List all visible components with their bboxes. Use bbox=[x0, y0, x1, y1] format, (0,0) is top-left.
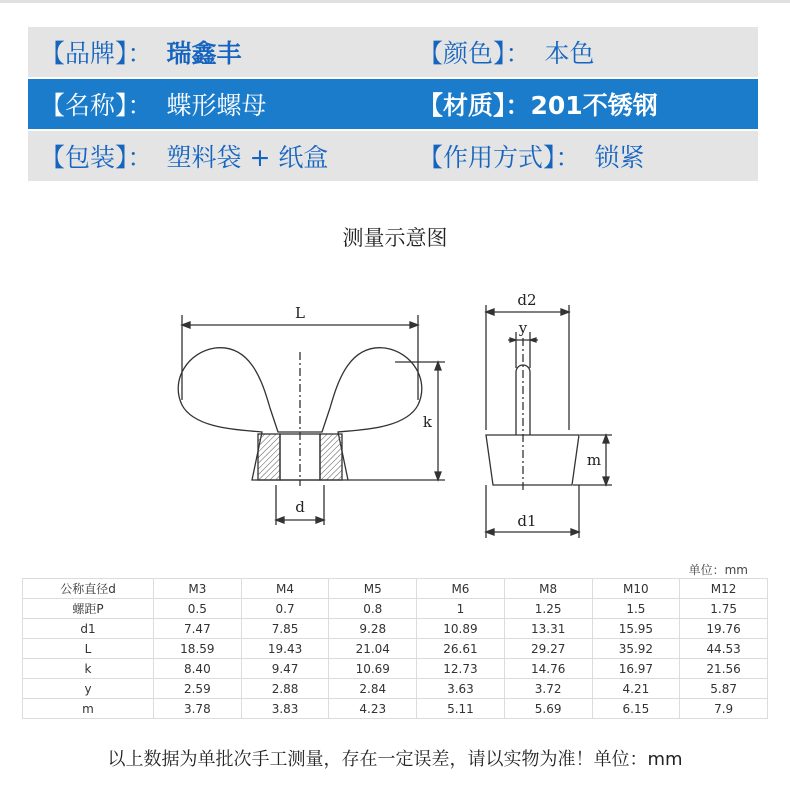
table-cell: 9.28 bbox=[329, 619, 417, 639]
table-cell: 6.15 bbox=[592, 699, 680, 719]
wing-nut-measurement-drawing bbox=[0, 280, 790, 550]
table-cell: M5 bbox=[329, 579, 417, 599]
table-cell: M12 bbox=[680, 579, 768, 599]
info-row-package-usage bbox=[28, 131, 758, 181]
table-cell: M4 bbox=[241, 579, 329, 599]
table-unit: 单位：mm bbox=[688, 563, 748, 577]
table-cell: 0.7 bbox=[241, 599, 329, 619]
table-cell: 7.9 bbox=[680, 699, 768, 719]
dim-label-d2: d2 bbox=[517, 291, 537, 309]
row-header: y bbox=[23, 679, 154, 699]
table-cell: 19.43 bbox=[241, 639, 329, 659]
dim-label-k: k bbox=[422, 413, 432, 431]
info-row-brand-color bbox=[28, 27, 758, 77]
spec-table bbox=[22, 578, 768, 719]
table-cell: 15.95 bbox=[592, 619, 680, 639]
table-cell: 35.92 bbox=[592, 639, 680, 659]
row-header: d1 bbox=[23, 619, 154, 639]
table-cell: 44.53 bbox=[680, 639, 768, 659]
table-row bbox=[23, 599, 768, 619]
table-cell: 1.5 bbox=[592, 599, 680, 619]
dim-label-d1: d1 bbox=[517, 512, 537, 530]
table-cell: 16.97 bbox=[592, 659, 680, 679]
table-cell: 3.78 bbox=[154, 699, 242, 719]
table-cell: M3 bbox=[154, 579, 242, 599]
color-field: 【颜色】： 本色 bbox=[418, 39, 595, 68]
table-cell: 26.61 bbox=[417, 639, 505, 659]
wing-nut-bore bbox=[280, 434, 320, 480]
table-cell: 29.27 bbox=[504, 639, 592, 659]
table-cell: 3.83 bbox=[241, 699, 329, 719]
table-cell: M6 bbox=[417, 579, 505, 599]
dim-label-m: m bbox=[586, 451, 602, 469]
table-row bbox=[23, 619, 768, 639]
dim-label-d: d bbox=[295, 498, 305, 516]
table-cell: 7.85 bbox=[241, 619, 329, 639]
row-header: 公称直径d bbox=[23, 579, 154, 599]
brand-field: 【品牌】： 瑞鑫丰 bbox=[40, 39, 242, 68]
table-row bbox=[23, 639, 768, 659]
table-cell: 5.11 bbox=[417, 699, 505, 719]
row-header: k bbox=[23, 659, 154, 679]
table-cell: 8.40 bbox=[154, 659, 242, 679]
row-header: 螺距P bbox=[23, 599, 154, 619]
table-row bbox=[23, 579, 768, 599]
table-cell: 2.59 bbox=[154, 679, 242, 699]
row-header: m bbox=[23, 699, 154, 719]
material-field: 【材质】：201不锈钢 bbox=[418, 91, 658, 120]
table-cell: 3.72 bbox=[504, 679, 592, 699]
table-cell: 10.89 bbox=[417, 619, 505, 639]
table-row bbox=[23, 699, 768, 719]
table-cell: 5.69 bbox=[504, 699, 592, 719]
table-cell: 18.59 bbox=[154, 639, 242, 659]
table-cell: 1.75 bbox=[680, 599, 768, 619]
table-cell: 10.69 bbox=[329, 659, 417, 679]
table-cell: 4.23 bbox=[329, 699, 417, 719]
table-cell: 1.25 bbox=[504, 599, 592, 619]
table-cell: 0.8 bbox=[329, 599, 417, 619]
table-cell: 4.21 bbox=[592, 679, 680, 699]
table-cell: 3.63 bbox=[417, 679, 505, 699]
table-cell: 2.88 bbox=[241, 679, 329, 699]
table-row bbox=[23, 659, 768, 679]
row-header: L bbox=[23, 639, 154, 659]
table-cell: 21.56 bbox=[680, 659, 768, 679]
package-field: 【包装】： 塑料袋 + 纸盒 bbox=[40, 143, 329, 172]
dim-label-L: L bbox=[295, 304, 305, 322]
table-cell: 0.5 bbox=[154, 599, 242, 619]
wing-nut-side-outline bbox=[486, 435, 579, 485]
table-cell: 12.73 bbox=[417, 659, 505, 679]
top-divider bbox=[0, 0, 790, 3]
table-row bbox=[23, 679, 768, 699]
table-cell: 14.76 bbox=[504, 659, 592, 679]
footnote: 以上数据为单批次手工测量，存在一定误差，请以实物为准！单位：mm bbox=[107, 749, 683, 770]
table-cell: 1 bbox=[417, 599, 505, 619]
table-cell: 2.84 bbox=[329, 679, 417, 699]
table-cell: 9.47 bbox=[241, 659, 329, 679]
usage-field: 【作用方式】： 锁紧 bbox=[418, 143, 645, 172]
diagram-title: 测量示意图 bbox=[342, 226, 448, 250]
table-cell: 5.87 bbox=[680, 679, 768, 699]
dim-label-y: y bbox=[518, 319, 528, 337]
table-cell: M8 bbox=[504, 579, 592, 599]
info-row-name-material bbox=[28, 79, 758, 129]
table-cell: 13.31 bbox=[504, 619, 592, 639]
name-field: 【名称】： 蝶形螺母 bbox=[40, 91, 267, 120]
table-cell: M10 bbox=[592, 579, 680, 599]
table-cell: 7.47 bbox=[154, 619, 242, 639]
table-cell: 19.76 bbox=[680, 619, 768, 639]
table-cell: 21.04 bbox=[329, 639, 417, 659]
